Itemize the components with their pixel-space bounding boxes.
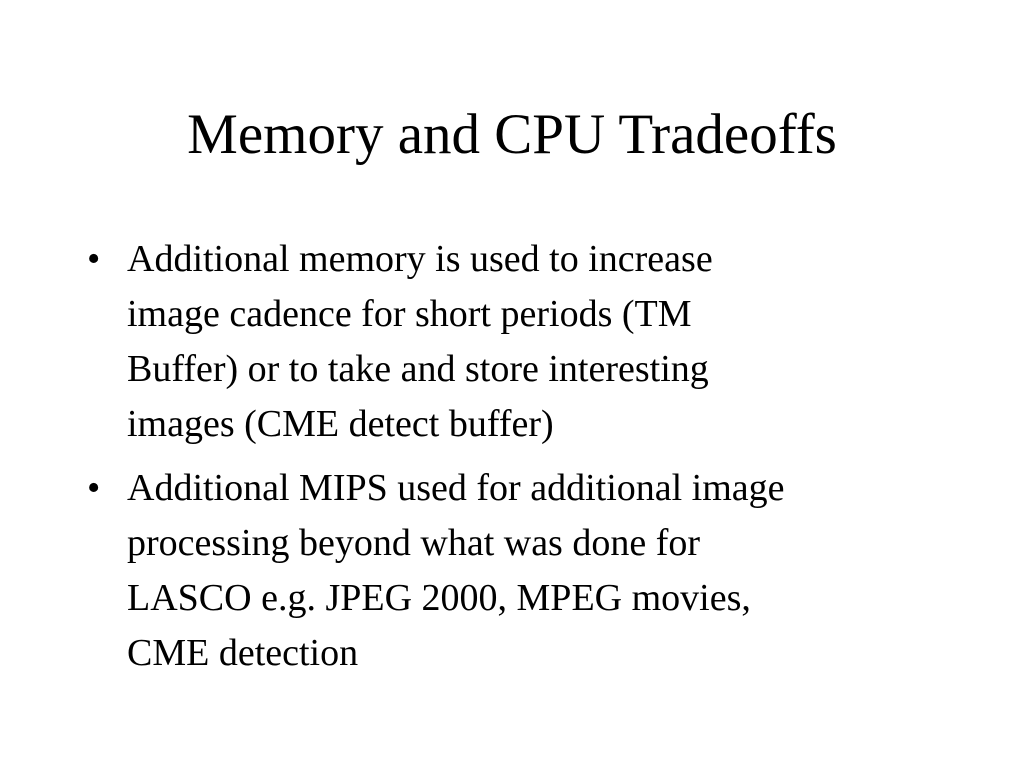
bullet-line: CME detection [127, 632, 359, 674]
bullet-line: image cadence for short periods (TM [127, 293, 692, 335]
bullet-marker: • [87, 467, 101, 509]
bullet-line: LASCO e.g. JPEG 2000, MPEG movies, [127, 577, 751, 619]
bullet-item-memory [80, 232, 940, 452]
bullet-line: images (CME detect buffer) [127, 403, 554, 445]
bullet-marker: • [87, 238, 101, 280]
bullet-list [80, 232, 940, 690]
bullet-line: Additional memory is used to increase [127, 238, 713, 280]
slide-title: Memory and CPU Tradeoffs [187, 103, 837, 166]
bullet-line: processing beyond what was done for [127, 522, 701, 564]
bullet-item-mips [80, 461, 940, 681]
bullet-line: Buffer) or to take and store interesting [127, 348, 709, 390]
bullet-line: Additional MIPS used for additional image [127, 467, 785, 509]
